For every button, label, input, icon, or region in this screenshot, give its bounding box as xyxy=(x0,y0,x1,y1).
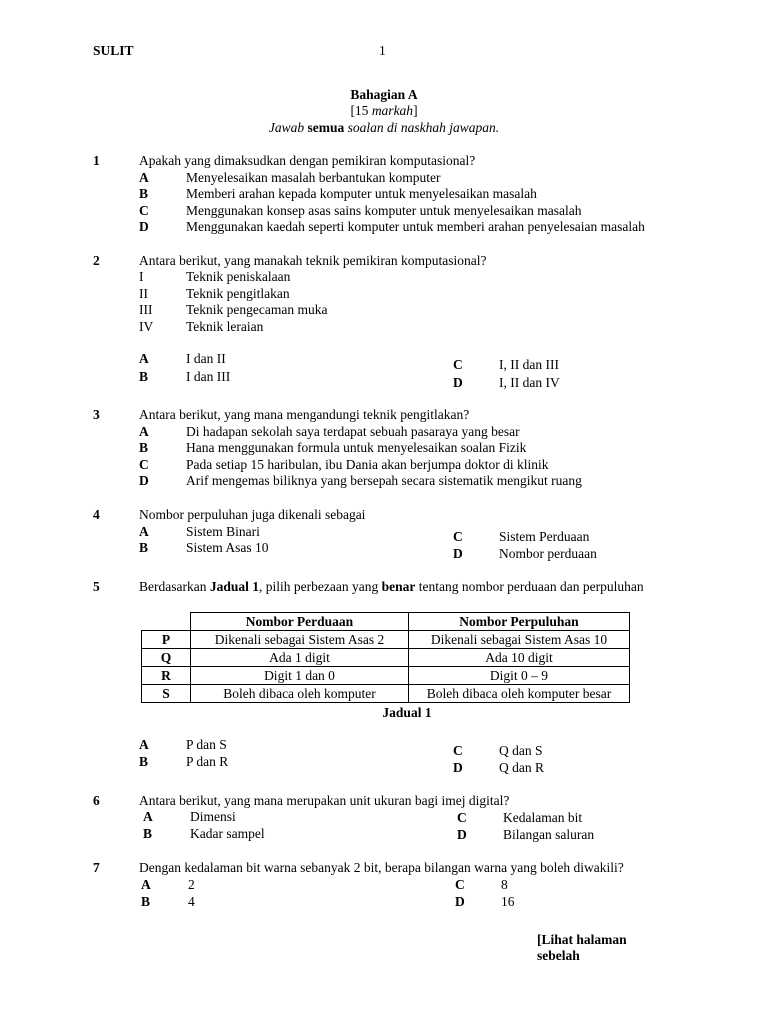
table-row xyxy=(142,649,630,667)
q1-option-text: Menggunakan kaedah seperti komputer untuk memberi arahan penyelesaian masalah xyxy=(186,219,645,234)
q7-text: Dengan kedalaman bit warna sebanyak 2 bit, berapa bilangan warna yang boleh diwakili? xyxy=(139,860,624,875)
q6-text: Antara berikut, yang mana merupakan unit ukuran bagi imej digital? xyxy=(139,793,510,808)
q1-option-letter: C xyxy=(139,203,149,218)
q7-option-text: 16 xyxy=(501,894,515,909)
table-row-label: S xyxy=(142,685,191,703)
table-header-cell: Nombor Perduaan xyxy=(191,613,409,631)
q6-option-letter: A xyxy=(143,809,153,824)
q7-option-text: 8 xyxy=(501,877,508,892)
q5-number: 5 xyxy=(93,579,100,594)
header-sulit: SULIT xyxy=(93,43,134,58)
q3-option-letter: B xyxy=(139,440,149,455)
q3-option-text: Hana menggunakan formula untuk menyelesaikan soalan Fizik xyxy=(186,440,527,455)
table-row xyxy=(142,667,630,685)
q4-text: Nombor perpuluhan juga dikenali sebagai xyxy=(139,507,366,522)
table-header-cell: Nombor Perpuluhan xyxy=(409,613,630,631)
q2-number: 2 xyxy=(93,253,100,268)
q5-option-text: P dan S xyxy=(186,737,227,752)
q1-text: Apakah yang dimaksudkan dengan pemikiran komputasional? xyxy=(139,153,476,168)
q2-option-text: I, II dan IV xyxy=(499,375,560,390)
q3-option-text: Arif mengemas biliknya yang bersepah secara sistematik mengikut ruang xyxy=(186,473,582,488)
q2-item-roman: III xyxy=(139,302,153,317)
q1-option-letter: D xyxy=(139,219,149,234)
q5-option-text: Q dan R xyxy=(499,760,544,775)
q6-option-letter: C xyxy=(457,810,467,825)
q3-option-letter: C xyxy=(139,457,149,472)
q5-text: Berdasarkan Jadual 1, pilih perbezaan yang benar tentang nombor perduaan dan perpuluhan xyxy=(139,579,644,594)
q2-option-letter: B xyxy=(139,369,149,384)
q6-option-text: Bilangan saluran xyxy=(503,827,595,842)
q2-item-roman: II xyxy=(139,286,148,301)
table-row-label: R xyxy=(142,667,191,685)
q3-text: Antara berikut, yang mana mengandungi teknik pengitlakan? xyxy=(139,407,470,422)
table-cell: Dikenali sebagai Sistem Asas 2 xyxy=(191,631,409,649)
page-number: 1 xyxy=(379,43,386,58)
q2-item-text: Teknik pengitlakan xyxy=(186,286,290,301)
q3-option-letter: A xyxy=(139,424,149,439)
q7-option-text: 4 xyxy=(188,894,195,909)
jadual-1-table xyxy=(141,612,630,703)
q4-option-letter: A xyxy=(139,524,149,539)
q1-option-text: Menyelesaikan masalah berbantukan komputer xyxy=(186,170,441,185)
q2-item-text: Teknik peniskalaan xyxy=(186,269,291,284)
q7-option-letter: D xyxy=(455,894,465,909)
q3-option-text: Di hadapan sekolah saya terdapat sebuah pasaraya yang besar xyxy=(186,424,520,439)
q4-number: 4 xyxy=(93,507,100,522)
q2-option-text: I, II dan III xyxy=(499,357,559,372)
q5-option-letter: C xyxy=(453,743,463,758)
q5-option-text: Q dan S xyxy=(499,743,543,758)
q2-item-roman: IV xyxy=(139,319,154,334)
q4-option-text: Sistem Binari xyxy=(186,524,260,539)
q1-option-text: Memberi arahan kepada komputer untuk menyelesaikan masalah xyxy=(186,186,537,201)
q7-option-text: 2 xyxy=(188,877,195,892)
footer-line-1: [Lihat halaman xyxy=(537,932,627,947)
q1-option-letter: B xyxy=(139,186,149,201)
q3-option-text: Pada setiap 15 haribulan, ibu Dania akan berjumpa doktor di klinik xyxy=(186,457,549,472)
q7-option-letter: B xyxy=(141,894,151,909)
q5-option-letter: D xyxy=(453,760,463,775)
q2-item-text: Teknik pengecaman muka xyxy=(186,302,328,317)
q2-option-text: I dan III xyxy=(186,369,231,384)
q4-option-text: Sistem Asas 10 xyxy=(186,540,269,555)
q4-option-letter: C xyxy=(453,529,463,544)
q6-number: 6 xyxy=(93,793,100,808)
footer-next-page-note xyxy=(537,932,717,961)
table-cell: Boleh dibaca oleh komputer besar xyxy=(409,685,630,703)
q2-option-letter: A xyxy=(139,351,149,366)
section-instruction: Jawab semua soalan di naskhah jawapan. xyxy=(268,120,500,135)
q6-option-text: Dimensi xyxy=(190,809,236,824)
q5-option-letter: B xyxy=(139,754,149,769)
table-row-label: Q xyxy=(142,649,191,667)
q1-option-letter: A xyxy=(139,170,149,185)
q6-option-letter: D xyxy=(457,827,467,842)
table-row xyxy=(142,631,630,649)
q6-option-text: Kadar sampel xyxy=(190,826,265,841)
table-cell: Ada 10 digit xyxy=(409,649,630,667)
q7-option-letter: A xyxy=(141,877,151,892)
q6-option-text: Kedalaman bit xyxy=(503,810,583,825)
q2-option-text: I dan II xyxy=(186,351,226,366)
q4-option-letter: D xyxy=(453,546,463,561)
table-cell: Digit 1 dan 0 xyxy=(191,667,409,685)
table-corner-cell xyxy=(142,613,191,631)
q3-option-letter: D xyxy=(139,473,149,488)
footer-line-2: sebelah xyxy=(537,948,580,961)
q3-number: 3 xyxy=(93,407,100,422)
q1-number: 1 xyxy=(93,153,100,168)
table-cell: Boleh dibaca oleh komputer xyxy=(191,685,409,703)
q2-item-roman: I xyxy=(139,269,144,284)
q2-option-letter: C xyxy=(453,357,463,372)
q6-option-letter: B xyxy=(143,826,153,841)
q4-option-text: Sistem Perduaan xyxy=(499,529,590,544)
q7-number: 7 xyxy=(93,860,100,875)
table-cell: Dikenali sebagai Sistem Asas 10 xyxy=(409,631,630,649)
q1-option-text: Menggunakan konsep asas sains komputer untuk menyelesaikan masalah xyxy=(186,203,582,218)
table-cell: Digit 0 – 9 xyxy=(409,667,630,685)
table-row xyxy=(142,685,630,703)
table-cell: Ada 1 digit xyxy=(191,649,409,667)
table-row-label: P xyxy=(142,631,191,649)
q7-option-letter: C xyxy=(455,877,465,892)
q2-text: Antara berikut, yang manakah teknik pemikiran komputasional? xyxy=(139,253,487,268)
q2-item-text: Teknik leraian xyxy=(186,319,264,334)
table-header-row xyxy=(142,613,630,631)
q2-option-letter: D xyxy=(453,375,463,390)
section-marks: [15 markah] xyxy=(350,103,418,118)
q5-option-letter: A xyxy=(139,737,149,752)
section-title: Bahagian A xyxy=(350,87,418,102)
q4-option-letter: B xyxy=(139,540,149,555)
table-caption: Jadual 1 xyxy=(382,705,432,720)
q4-option-text: Nombor perduaan xyxy=(499,546,597,561)
q5-option-text: P dan R xyxy=(186,754,229,769)
